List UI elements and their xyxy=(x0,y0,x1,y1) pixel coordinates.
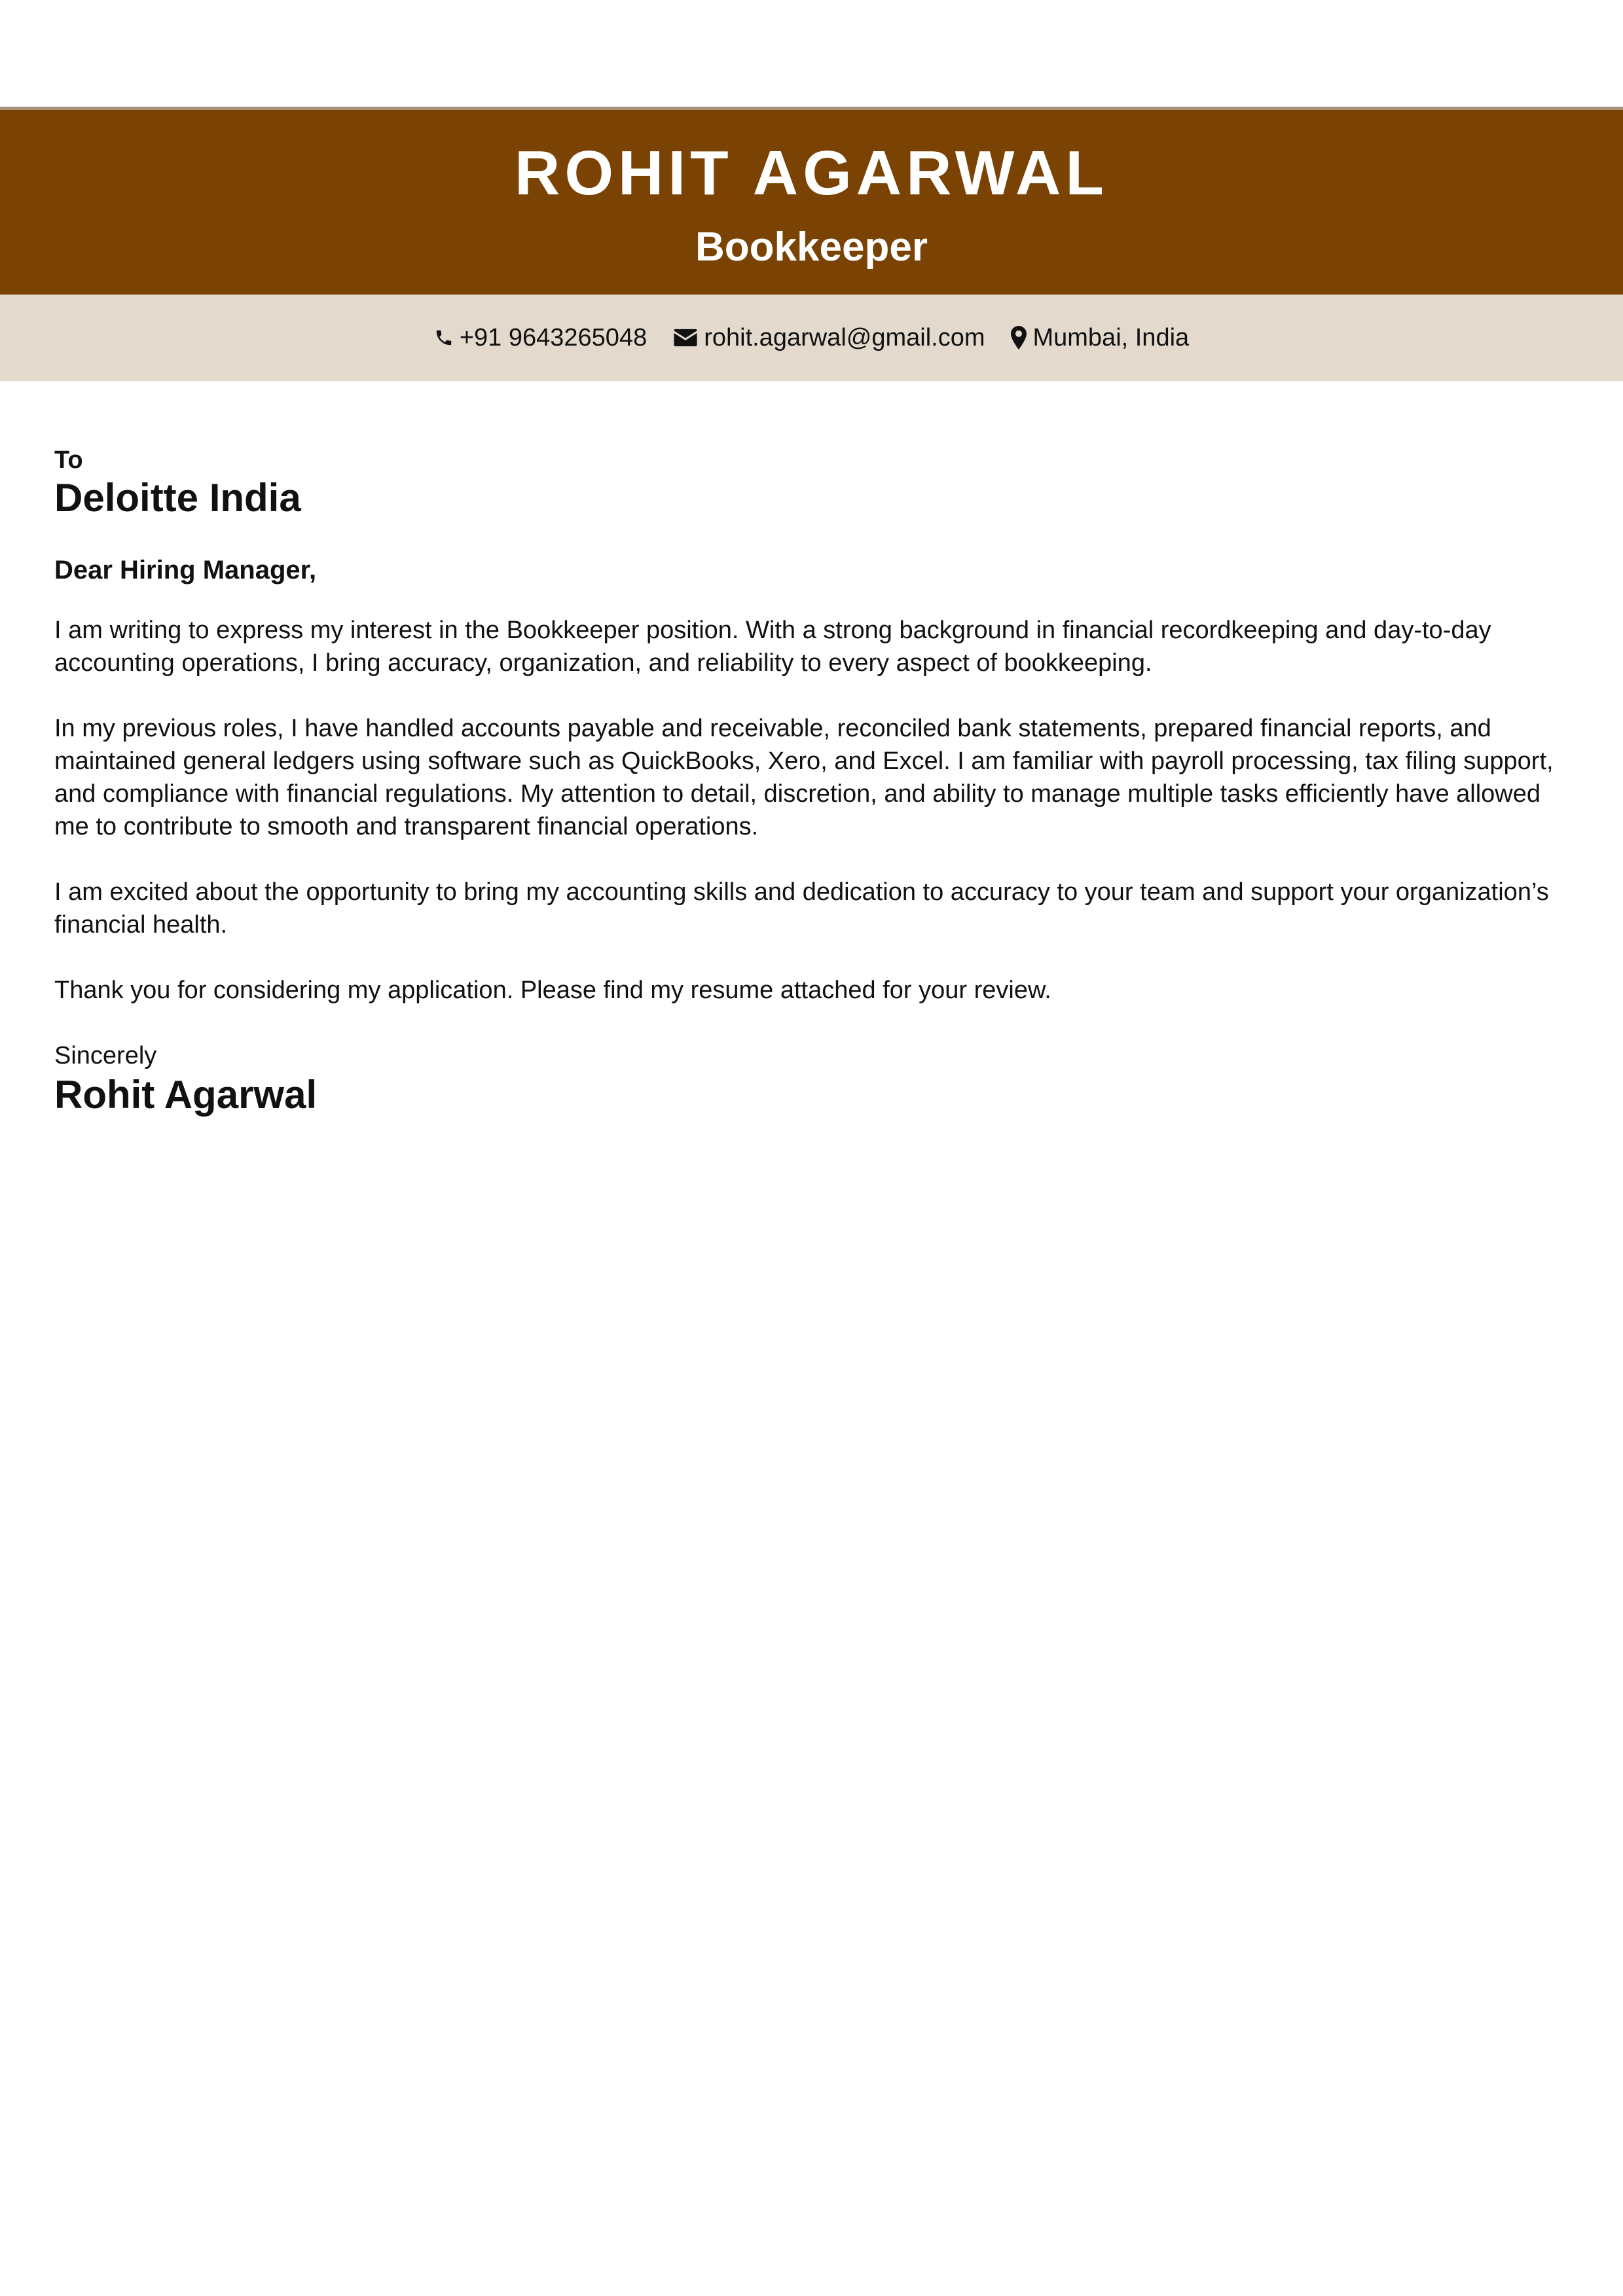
closing: Sincerely xyxy=(54,1042,157,1069)
map-marker-icon xyxy=(1011,326,1027,350)
contact-location xyxy=(1011,324,1189,352)
envelope-icon xyxy=(673,328,698,348)
letter-paragraph: I am writing to express my interest in the Bookkeeper position. With a strong background in financial recordkeeping and day-to-day accounting operations, I bring accuracy, organization, and reliability to every aspect of bookkeeping. xyxy=(54,617,1491,677)
phone-number: +91 9643265048 xyxy=(459,323,647,351)
salutation: Dear Hiring Manager, xyxy=(54,556,317,584)
recipient-company: Deloitte India xyxy=(54,476,301,520)
letter-paragraph: Thank you for considering my application. Please find my resume attached for your review. xyxy=(54,977,1051,1004)
email-address: rohit.agarwal@gmail.com xyxy=(704,323,985,351)
phone-icon xyxy=(434,327,454,349)
letter-paragraph: In my previous roles, I have handled accounts payable and receivable, reconciled bank statements, prepared financial reports, and maintained general ledgers using software such as QuickBooks, Xero, and Excel. I am familiar with payroll processing, tax filing support, and compliance with financial regulations. My attention to detail, discretion, and ability to manage multiple tasks efficiently have allowed me to contribute to smooth and transparent financial operations. xyxy=(54,715,1554,840)
job-title: Bookkeeper xyxy=(695,224,928,270)
letter-paragraph: I am excited about the opportunity to bring my accounting skills and dedication to accuracy to your team and support your organization’s financial health. xyxy=(54,878,1549,939)
contact-phone xyxy=(434,324,647,352)
header-band xyxy=(0,110,1623,295)
applicant-name: ROHIT AGARWAL xyxy=(515,138,1108,208)
contact-bar xyxy=(0,295,1623,381)
location-text: Mumbai, India xyxy=(1032,323,1190,351)
recipient-label: To xyxy=(54,446,83,474)
letter-body xyxy=(54,445,1554,1118)
signature-name: Rohit Agarwal xyxy=(54,1073,318,1117)
contact-email xyxy=(673,324,985,352)
